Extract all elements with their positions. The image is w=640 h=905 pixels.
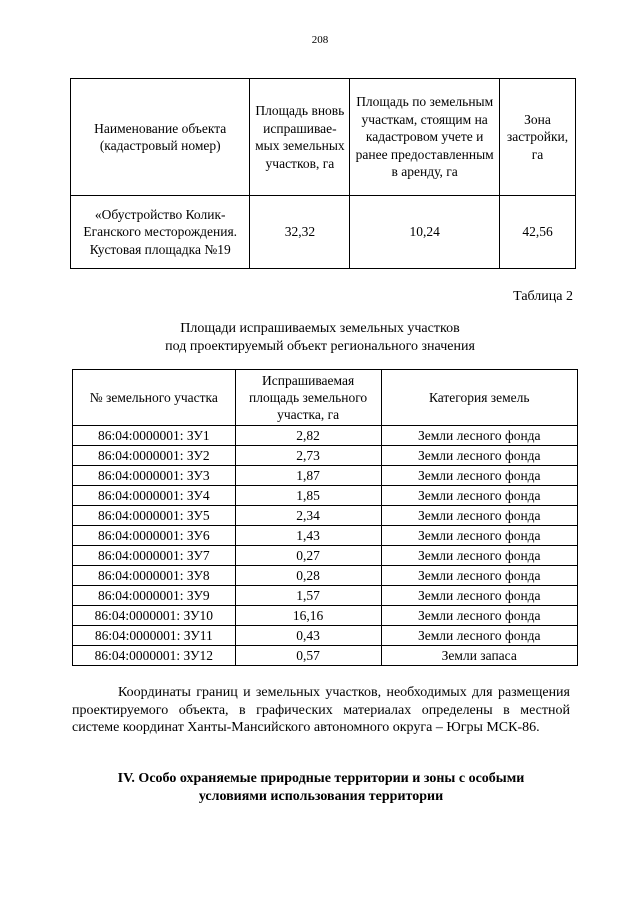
plot-area-cell: 2,82 <box>235 426 381 446</box>
land-category-cell: Земли лесного фонда <box>381 486 578 506</box>
plot-area-cell: 0,27 <box>235 546 381 566</box>
table-row <box>73 566 578 586</box>
table-row <box>71 196 576 269</box>
plot-area-cell: 1,87 <box>235 466 381 486</box>
page-number: 208 <box>311 34 329 46</box>
header-cadastral-area: Площадь по земельным участкам, стоящим на кадастровом учете и ранее предоставленным в аренду, га <box>350 79 500 196</box>
plot-number-cell: 86:04:0000001: ЗУ6 <box>73 526 236 546</box>
table-title-line: Площади испрашиваемых земельных участков <box>180 321 460 336</box>
land-plots-header-row <box>73 370 578 426</box>
plot-area-cell: 0,43 <box>235 626 381 646</box>
land-category-cell: Земли лесного фонда <box>381 606 578 626</box>
plot-area-cell: 16,16 <box>235 606 381 626</box>
land-category-cell: Земли лесного фонда <box>381 586 578 606</box>
plot-number-cell: 86:04:0000001: ЗУ8 <box>73 566 236 586</box>
land-category-cell: Земли лесного фонда <box>381 426 578 446</box>
plot-number-cell: 86:04:0000001: ЗУ9 <box>73 586 236 606</box>
plot-area-cell: 0,28 <box>235 566 381 586</box>
table-row <box>73 586 578 606</box>
header-land-category: Категория земель <box>381 370 578 426</box>
plot-area-cell: 1,57 <box>235 586 381 606</box>
land-plots-table <box>72 369 578 666</box>
table-row <box>73 426 578 446</box>
table-row <box>73 646 578 666</box>
plot-number-cell: 86:04:0000001: ЗУ7 <box>73 546 236 566</box>
plot-number-cell: 86:04:0000001: ЗУ4 <box>73 486 236 506</box>
table-row <box>73 626 578 646</box>
section-heading <box>72 770 570 805</box>
land-category-cell: Земли лесного фонда <box>381 466 578 486</box>
section-heading-line: IV. Особо охраняемые природные территории и зоны с особыми <box>117 771 525 786</box>
land-category-cell: Земли лесного фонда <box>381 446 578 466</box>
land-category-cell: Земли лесного фонда <box>381 566 578 586</box>
land-category-cell: Земли запаса <box>381 646 578 666</box>
header-plot-area: Испрашиваемая площадь земельного участка, га <box>235 370 381 426</box>
plot-area-cell: 0,57 <box>235 646 381 666</box>
object-name-cell: «Обустройство Колик-Еганского месторождения. Кустовая площадка №19 <box>71 196 250 269</box>
objects-table-header-row <box>71 79 576 196</box>
plot-number-cell: 86:04:0000001: ЗУ10 <box>73 606 236 626</box>
table-row <box>73 466 578 486</box>
plot-number-cell: 86:04:0000001: ЗУ2 <box>73 446 236 466</box>
table-row <box>73 526 578 546</box>
table-row <box>73 606 578 626</box>
cadastral-area-cell: 10,24 <box>350 196 500 269</box>
plot-number-cell: 86:04:0000001: ЗУ1 <box>73 426 236 446</box>
land-category-cell: Земли лесного фонда <box>381 506 578 526</box>
table-row <box>73 486 578 506</box>
plot-number-cell: 86:04:0000001: ЗУ3 <box>73 466 236 486</box>
table-row <box>73 546 578 566</box>
plot-area-cell: 1,85 <box>235 486 381 506</box>
build-zone-cell: 42,56 <box>500 196 576 269</box>
plot-number-cell: 86:04:0000001: ЗУ12 <box>73 646 236 666</box>
plot-area-cell: 2,34 <box>235 506 381 526</box>
objects-table <box>70 78 576 269</box>
land-category-cell: Земли лесного фонда <box>381 526 578 546</box>
plot-area-cell: 2,73 <box>235 446 381 466</box>
section-heading-line: условиями использования территории <box>198 788 444 804</box>
header-build-zone: Зона застройки, га <box>500 79 576 196</box>
table-title-line: под проектируемый объект регионального значения <box>165 339 475 354</box>
new-area-cell: 32,32 <box>250 196 350 269</box>
land-category-cell: Земли лесного фонда <box>381 626 578 646</box>
table-title <box>0 320 640 356</box>
coordinates-paragraph: Координаты границ и земельных участков, необходимых для размещения проектируемого объекта, в графических материалах определены в местной системе координат Ханты-Мансийского автономного округа – Югры МСК-86. <box>72 685 570 735</box>
table-row <box>73 506 578 526</box>
plot-number-cell: 86:04:0000001: ЗУ5 <box>73 506 236 526</box>
table-row <box>73 446 578 466</box>
header-object-name: Наименование объекта (кадастровый номер) <box>71 79 250 196</box>
plot-number-cell: 86:04:0000001: ЗУ11 <box>73 626 236 646</box>
plot-area-cell: 1,43 <box>235 526 381 546</box>
land-category-cell: Земли лесного фонда <box>381 546 578 566</box>
header-new-area: Площадь вновь испрашивае-мых земельных участков, га <box>250 79 350 196</box>
table-label: Таблица 2 <box>513 289 573 304</box>
header-plot-number: № земельного участка <box>73 370 236 426</box>
